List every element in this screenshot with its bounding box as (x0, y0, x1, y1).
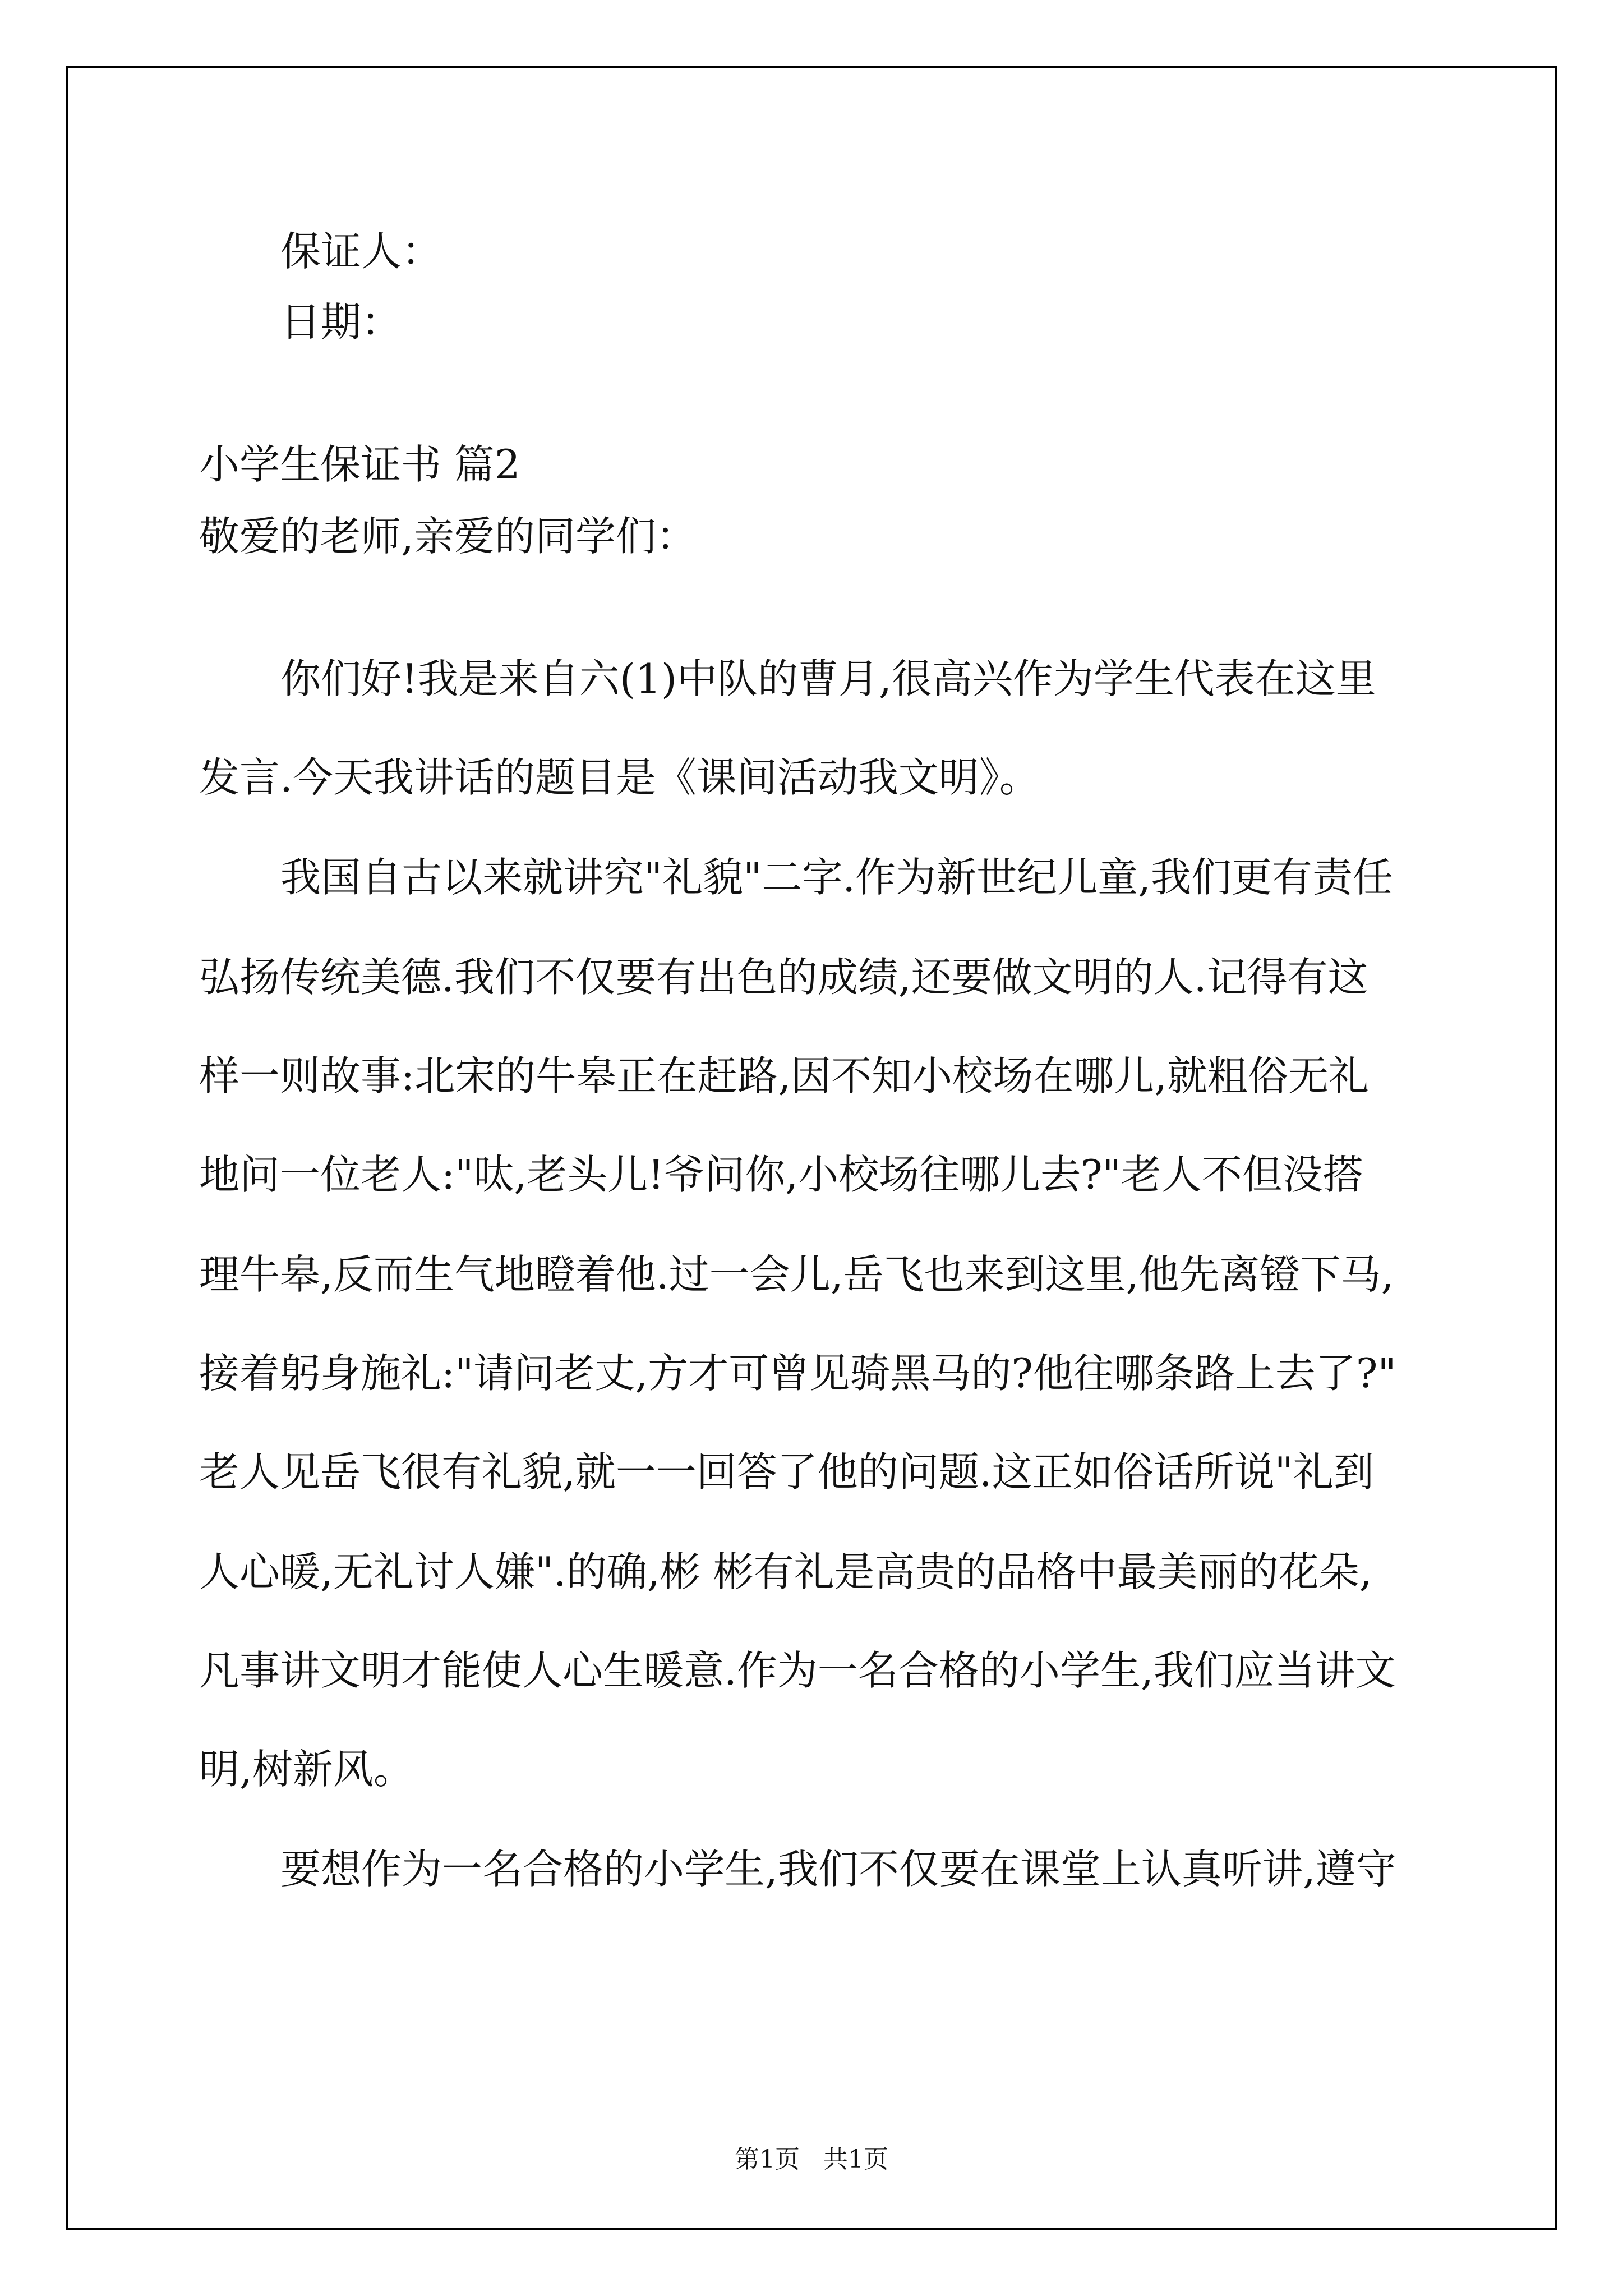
paragraph-1-line-2: 发言.今天我讲话的题目是《课间活动我文明》。 (199, 754, 1040, 801)
paragraph-2-line-9: 凡事讲文明才能使人心生暖意.作为一名合格的小学生,我们应当讲文 (199, 1647, 1396, 1694)
paragraph-2-line-4: 地问一位老人:"呔,老头儿!爷问你,小校场往哪儿去?"老人不但没搭 (199, 1151, 1363, 1198)
paragraph-2-line-8: 人心暖,无礼讨人嫌".的确,彬 彬有礼是高贵的品格中最美丽的花朵, (199, 1548, 1372, 1595)
paragraph-2-line-2: 弘扬传统美德.我们不仅要有出色的成绩,还要做文明的人.记得有这 (199, 954, 1368, 1001)
salutation: 敬爱的老师,亲爱的同学们： (199, 513, 697, 560)
paragraph-1-line-1: 你们好!我是来自六(1)中队的曹月,很高兴作为学生代表在这里 (280, 655, 1376, 702)
paragraph-2-line-1: 我国自古以来就讲究"礼貌"二字.作为新世纪儿童,我们更有责任 (280, 854, 1394, 901)
section-heading: 小学生保证书 篇2 (199, 441, 520, 488)
paragraph-2-line-3: 样一则故事:北宋的牛皋正在赶路,因不知小校场在哪儿,就粗俗无礼 (199, 1052, 1370, 1099)
paragraph-2-line-6: 接着躬身施礼:"请问老丈,方才可曾见骑黑马的?他往哪条路上去了?" (199, 1350, 1396, 1397)
page-number-footer: 第1页 共1页 (735, 2145, 888, 2174)
guarantor-label: 保证人： (280, 228, 442, 275)
date-label: 日期： (280, 298, 402, 346)
page-border (66, 66, 1557, 2230)
paragraph-2-line-10: 明,树新风。 (199, 1746, 414, 1793)
paragraph-3-line-1: 要想作为一名合格的小学生,我们不仅要在课堂上认真听讲,遵守 (280, 1846, 1396, 1893)
paragraph-2-line-7: 老人见岳飞很有礼貌,就一一回答了他的问题.这正如俗话所说"礼到 (199, 1448, 1374, 1496)
paragraph-2-line-5: 理牛皋,反而生气地瞪着他.过一会儿,岳飞也来到这里,他先离镫下马, (199, 1251, 1394, 1298)
